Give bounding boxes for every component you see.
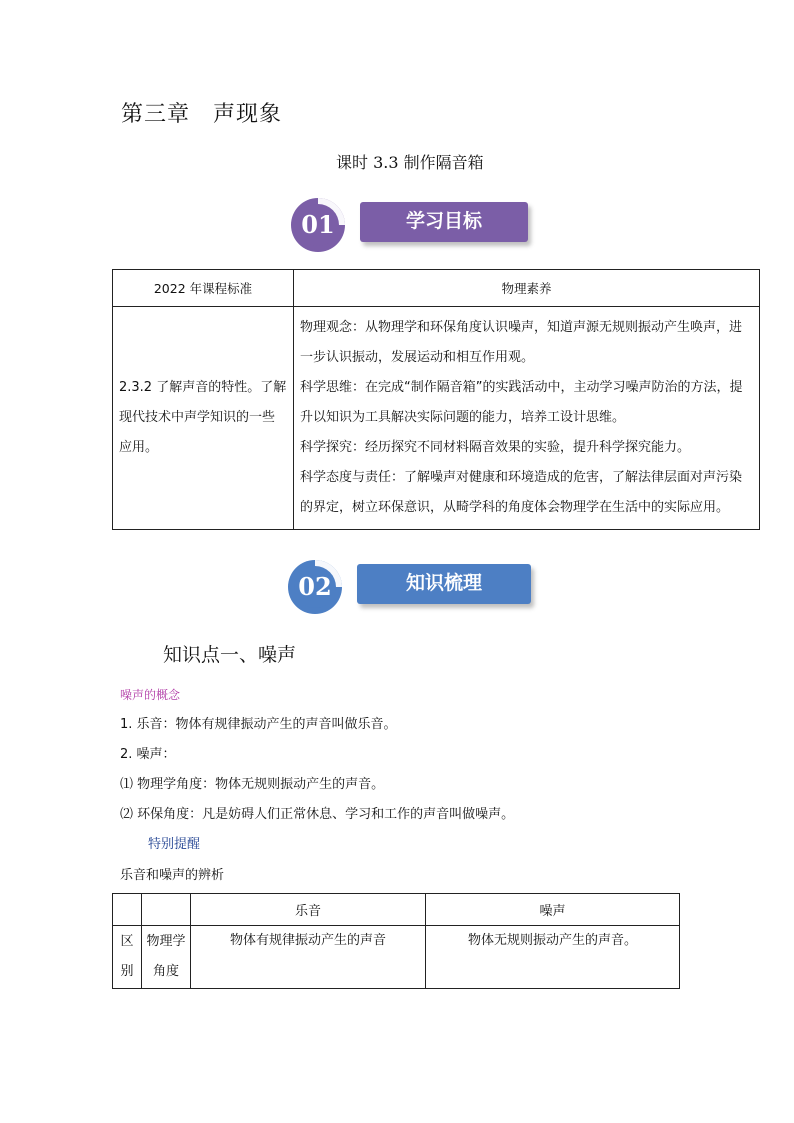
section-label: 知识梳理 xyxy=(357,564,531,604)
knowledge-line: ⑴ 物理学角度：物体无规则振动产生的声音。 xyxy=(120,777,385,792)
knowledge-line: 2. 噪声： xyxy=(120,747,176,762)
knowledge-line: ⑵ 环保角度：凡是妨碍人们正常休息、学习和工作的声音叫做噪声。 xyxy=(120,807,515,822)
concept-heading: 噪声的概念 xyxy=(120,688,181,702)
literacy-item: 物理观念：从物理学和环保角度认识噪声，知道声源无规则振动产生唤声，进一步认识振动，发展运动和相互作用观。 xyxy=(300,320,743,365)
goals-literacy xyxy=(294,307,760,530)
goals-table xyxy=(112,269,760,530)
section-number: 02 xyxy=(298,572,332,601)
lesson-title: 课时 3.3 制作隔音箱 xyxy=(336,153,484,172)
knowledge-point-title: 知识点一、噪声 xyxy=(163,644,297,666)
compare-music-cell: 物体有规律振动产生的声音 xyxy=(191,926,426,989)
compare-noise-cell: 物体无规则振动产生的声音。 xyxy=(425,926,679,989)
literacy-item: 科学思维：在完成“制作隔音箱”的实践活动中，主动学习噪声防治的方法，提升以知识为工具解决实际问题的能力，培养工设计思维。 xyxy=(300,380,743,425)
compare-table xyxy=(112,893,680,989)
literacy-item: 科学探究：经历探究不同材料隔音效果的实验，提升科学探究能力。 xyxy=(300,440,691,455)
compare-aspect: 物理学角度 xyxy=(142,926,191,989)
compare-header-empty xyxy=(142,894,191,926)
compare-diff-label: 区别 xyxy=(113,926,142,989)
section-badge-knowledge xyxy=(287,559,537,615)
section-badge-goals xyxy=(290,197,530,253)
literacy-item: 科学态度与责任：了解噪声对健康和环境造成的危害，了解法律层面对声污染的界定，树立环保意识，从畸学科的角度体会物理学在生活中的实际应用。 xyxy=(300,470,743,515)
knowledge-line: 1. 乐音：物体有规律振动产生的声音叫做乐音。 xyxy=(120,717,397,732)
compare-header-empty xyxy=(113,894,142,926)
chapter-title: 第三章 声现象 xyxy=(121,102,283,127)
special-tip: 特别提醒 xyxy=(148,837,201,852)
goals-standard: 2.3.2 了解声音的特性。了解现代技术中声学知识的一些应用。 xyxy=(113,307,294,530)
section-number: 01 xyxy=(301,210,335,239)
goals-header-standard: 2022 年课程标准 xyxy=(113,270,294,307)
compare-title: 乐音和噪声的辨析 xyxy=(120,868,225,883)
goals-header-literacy: 物理素养 xyxy=(294,270,760,307)
section-label: 学习目标 xyxy=(360,202,528,242)
compare-header-noise: 噪声 xyxy=(425,894,679,926)
compare-header-music: 乐音 xyxy=(191,894,426,926)
